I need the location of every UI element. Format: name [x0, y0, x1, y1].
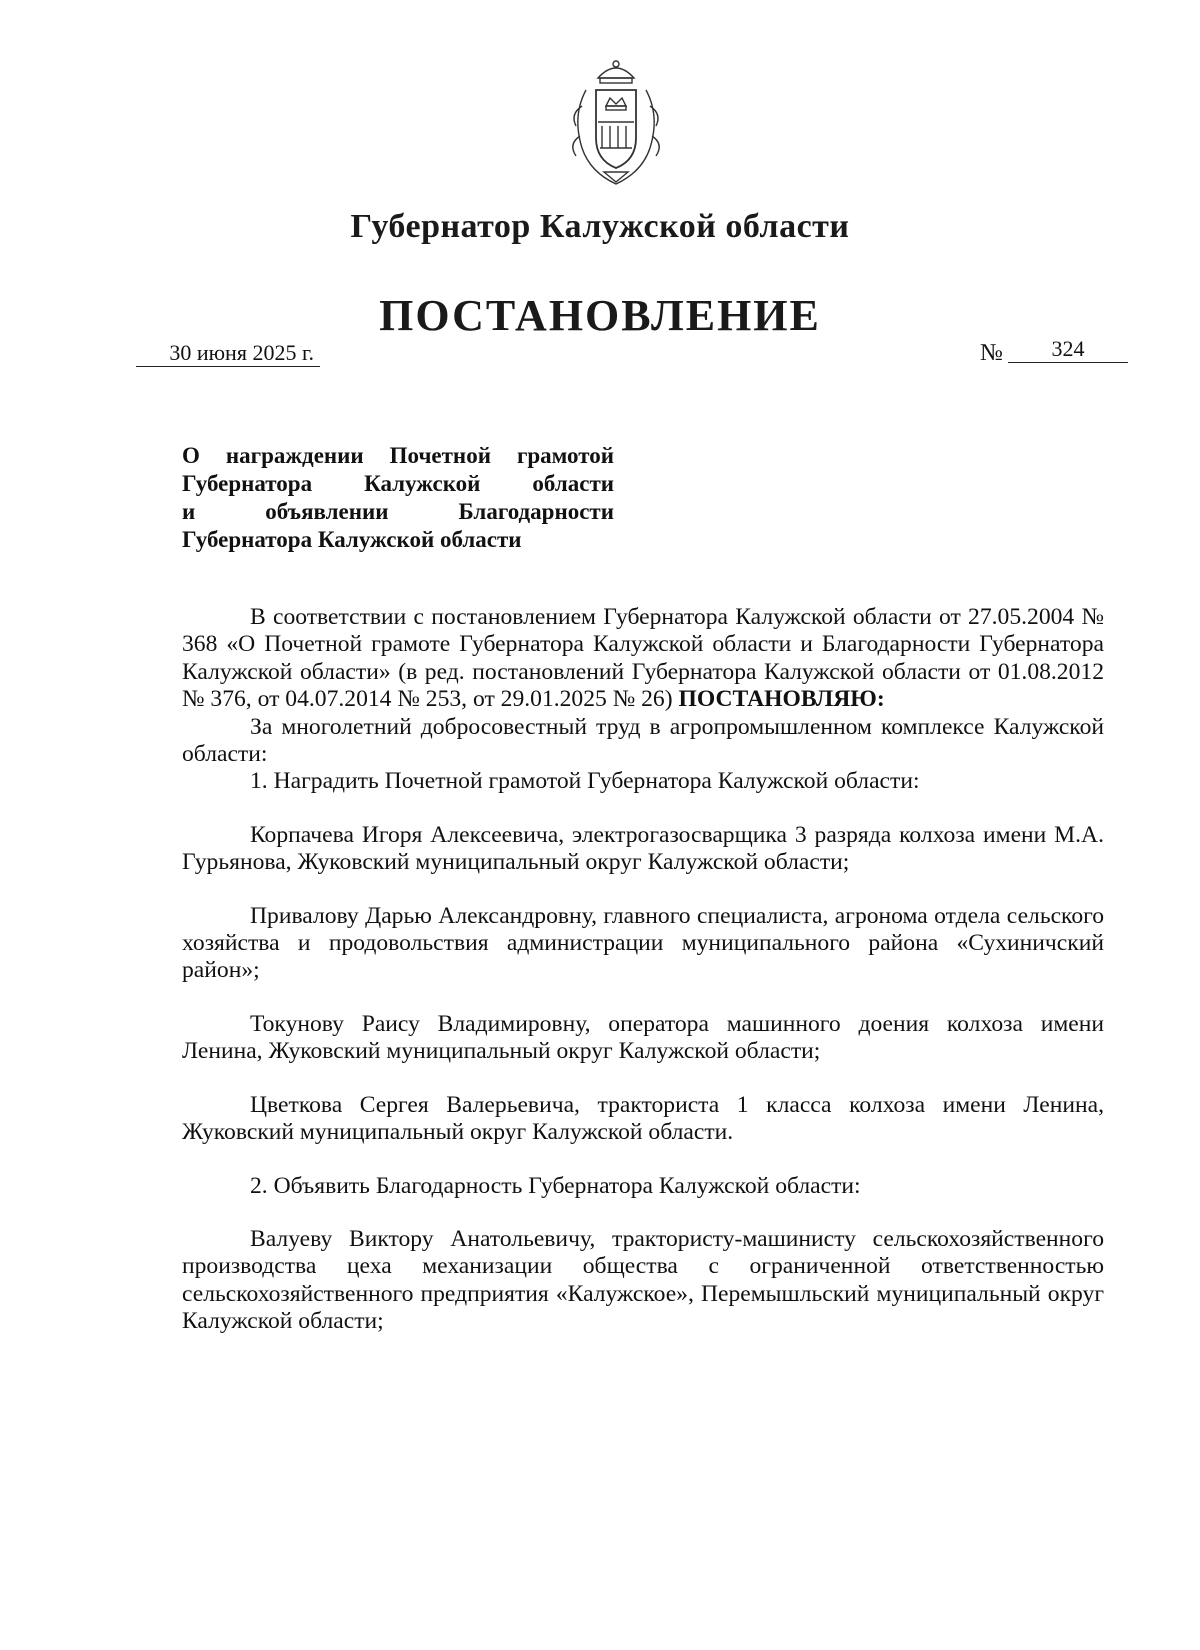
award-item: Корпачева Игоря Алексеевича, электрогазосварщика 3 разряда колхоза имени М.А. Гурьянова, Жуковский муниципальный округ Калужской области; — [182, 821, 1104, 876]
document-number-field — [1008, 336, 1128, 363]
document-body — [182, 604, 1104, 1336]
section1-heading: 1. Наградить Почетной грамотой Губернатора Калужской области: — [250, 768, 920, 795]
document-number-label: № — [980, 340, 1003, 366]
section2-heading: 2. Объявить Благодарность Губернатора Калужской области: — [250, 1172, 861, 1199]
subject-line: Губернатора Калужской области — [182, 471, 614, 496]
decree-word: ПОСТАНОВЛЯЮ: — [678, 686, 885, 713]
subject-line: Губернатора Калужской области — [182, 527, 522, 552]
gratitude-item: Валуеву Виктору Анатольевичу, трактористу-машинисту сельскохозяйственного производства цеха механизации общества с ограниченной ответственностью сельскохозяйственного предприятия «Калужское», Перемышльский муниципальный округ Калужской области; — [182, 1225, 1104, 1335]
award-item: Токунову Раису Владимировну, оператора машинного доения колхоза имени Ленина, Жуковский муниципальный округ Калужской области; — [182, 1010, 1104, 1065]
award-item: Привалову Дарью Александровну, главного специалиста, агронома отдела сельского хозяйства и продовольствия администрации муниципального района «Сухиничский район»; — [182, 902, 1104, 984]
award-item: Цветкова Сергея Валерьевича, тракториста 1 класса колхоза имени Ленина, Жуковский муниципальный округ Калужской области. — [182, 1091, 1104, 1146]
preamble-paragraph — [182, 604, 1104, 714]
document-date-field — [136, 340, 320, 367]
document-type-title: ПОСТАНОВЛЕНИЕ — [379, 291, 821, 340]
subject-line: и объявлении Благодарности — [182, 499, 614, 524]
document-number: 324 — [1051, 336, 1085, 361]
subject-line: О награждении Почетной грамотой — [182, 443, 614, 468]
issuing-authority: Губернатор Калужской области — [350, 208, 850, 245]
document-date: 30 июня 2025 г. — [169, 340, 314, 365]
reason-paragraph: За многолетний добросовестный труд в агропромышленном комплексе Калужской области: — [182, 713, 1104, 768]
preamble-text: В соответствии с постановлением Губернатора Калужской области от 27.05.2004 № 368 «О Почетной грамоте Губернатора Калужской области и Благодарности Губернатора Калужской области» (в ред. постановлений Губернатора Калужской области от 01.08.2012 № 376, от 04.07.2014 № 253, от 29.01.2025 № 26) — [182, 604, 1104, 713]
document-subject — [182, 442, 614, 554]
kaluga-coat-of-arms-icon — [560, 56, 672, 188]
